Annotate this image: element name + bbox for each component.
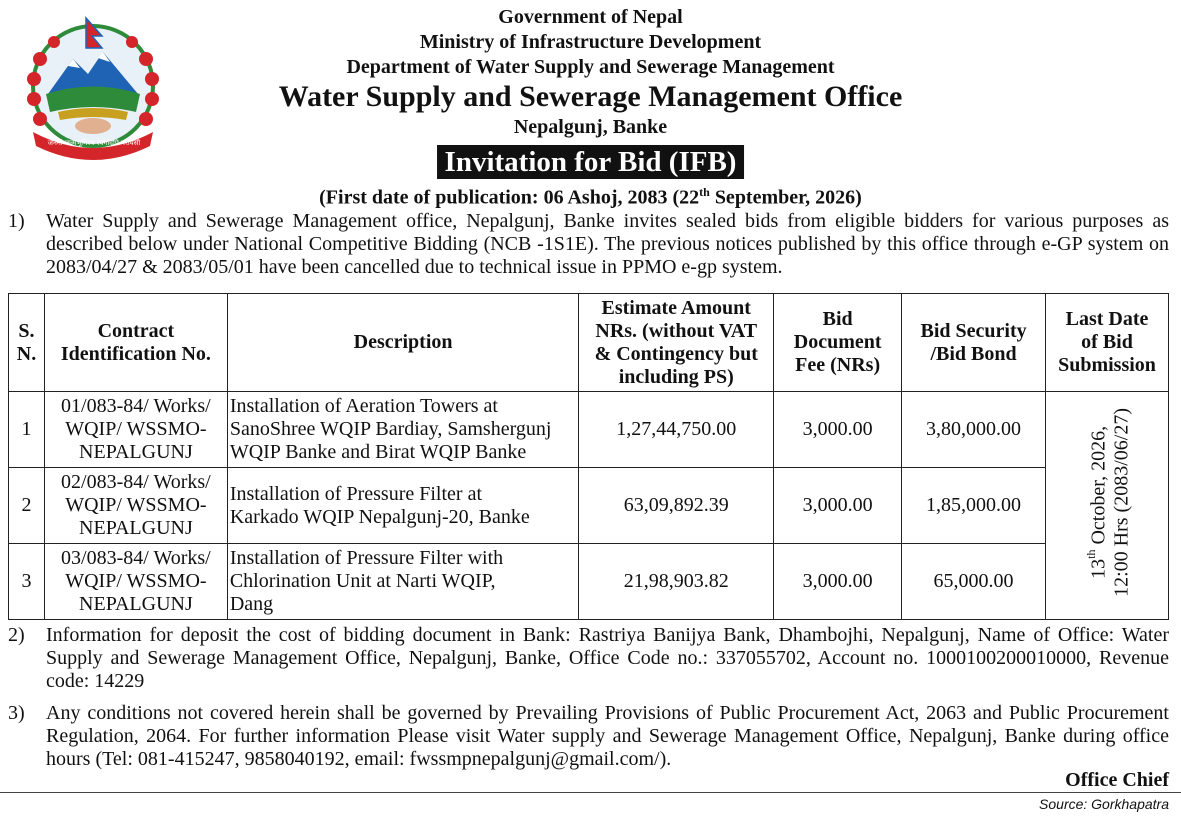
header-bid-security: Bid Security /Bid Bond bbox=[902, 294, 1046, 392]
row-sn: 2 bbox=[9, 468, 45, 544]
row-sn: 3 bbox=[9, 544, 45, 620]
row-description: Installation of Aeration Towers at SanoShree WQIP Bardiay, Samshergunj WQIP Banke and Birat WQIP Banke bbox=[227, 392, 579, 468]
row-contract-id: 03/083-84/ Works/ WQIP/ WSSMO- NEPALGUNJ bbox=[44, 544, 227, 620]
row-estimate: 1,27,44,750.00 bbox=[579, 392, 774, 468]
row-security: 3,80,000.00 bbox=[902, 392, 1046, 468]
signatory: Office Chief bbox=[1065, 769, 1169, 791]
row-security: 1,85,000.00 bbox=[902, 468, 1046, 544]
submission-deadline: 13th October, 2026, 12:00 Hrs (2083/06/27) bbox=[1046, 392, 1169, 620]
row-contract-id: 02/083-84/ Works/ WQIP/ WSSMO- NEPALGUNJ bbox=[44, 468, 227, 544]
table-row bbox=[9, 392, 1169, 468]
row-security: 65,000.00 bbox=[902, 544, 1046, 620]
government-line: Government of Nepal bbox=[498, 6, 683, 28]
paragraph-number: 3) bbox=[8, 702, 25, 724]
table-row bbox=[9, 544, 1169, 620]
row-description: Installation of Pressure Filter at Karkado WQIP Nepalgunj-20, Banke bbox=[227, 468, 579, 544]
paragraph-1 bbox=[8, 210, 1169, 279]
paragraph-text: Water Supply and Sewerage Management office, Nepalgunj, Banke invites sealed bids from eligible bidders for various purposes as described below under National Competitive Bidding (NCB -1S1E). The previous notices published by this office through e-GP system on 2083/04/27 & 2083/05/01 have been cancelled due to technical issue in PPMO e-gp system. bbox=[46, 210, 1169, 278]
office-location: Nepalgunj, Banke bbox=[513, 116, 668, 138]
bid-table bbox=[8, 293, 1169, 620]
office-title: Water Supply and Sewerage Management Office bbox=[278, 80, 903, 113]
paragraph-number: 1) bbox=[8, 210, 25, 232]
row-estimate: 21,98,903.82 bbox=[579, 544, 774, 620]
row-fee: 3,000.00 bbox=[774, 468, 902, 544]
paragraph-2 bbox=[8, 624, 1169, 693]
notice-title: Invitation for Bid (IFB) bbox=[437, 145, 745, 179]
paragraph-text: Information for deposit the cost of bidding document in Bank: Rastriya Banijya Bank, Dhambojhi, Nepalgunj, Name of Office: Water Supply and Sewerage Management Office, Nepalgunj, Banke, Office Code no.: 337055702, Account no. 1000100200010000, Revenue code: 14229 bbox=[46, 624, 1169, 692]
row-description: Installation of Pressure Filter with Chlorination Unit at Narti WQIP, Dang bbox=[227, 544, 579, 620]
paragraph-text: Any conditions not covered herein shall be governed by Prevailing Provisions of Public Procurement Act, 2063 and Public Procurement Regulation, 2064. For further information Please visit Water supply and Sewerage Management Office, Nepalgunj, Banke during office hours (Tel: 081-415247, 9858040192, email: fwssmpnepalgunj@gmail.com/). bbox=[46, 702, 1169, 770]
source-credit: Source: Gorkhapatra bbox=[1039, 796, 1169, 812]
department-line: Department of Water Supply and Sewerage Management bbox=[346, 56, 835, 78]
row-fee: 3,000.00 bbox=[774, 392, 902, 468]
row-estimate: 63,09,892.39 bbox=[579, 468, 774, 544]
header-estimate: Estimate Amount NRs. (without VAT & Contingency but including PS) bbox=[579, 294, 774, 392]
header-sn: S. N. bbox=[9, 294, 45, 392]
header-contract-id: Contract Identification No. bbox=[44, 294, 227, 392]
header-document-fee: Bid Document Fee (NRs) bbox=[774, 294, 902, 392]
paragraph-number: 2) bbox=[8, 624, 25, 646]
paragraph-3 bbox=[8, 702, 1169, 771]
ministry-line: Ministry of Infrastructure Development bbox=[419, 31, 762, 53]
footer-divider bbox=[0, 792, 1181, 793]
row-contract-id: 01/083-84/ Works/ WQIP/ WSSMO- NEPALGUNJ bbox=[44, 392, 227, 468]
header-description: Description bbox=[227, 294, 579, 392]
header-last-date: Last Date of Bid Submission bbox=[1046, 294, 1169, 392]
table-header-row bbox=[9, 294, 1169, 392]
emblem-motto: जननी जन्मभूमिश्च स्वर्गादपि गरीयसी bbox=[47, 139, 141, 147]
table-row bbox=[9, 468, 1169, 544]
publication-date: (First date of publication: 06 Ashoj, 2083 (22th September, 2026) bbox=[319, 185, 862, 209]
row-sn: 1 bbox=[9, 392, 45, 468]
row-fee: 3,000.00 bbox=[774, 544, 902, 620]
